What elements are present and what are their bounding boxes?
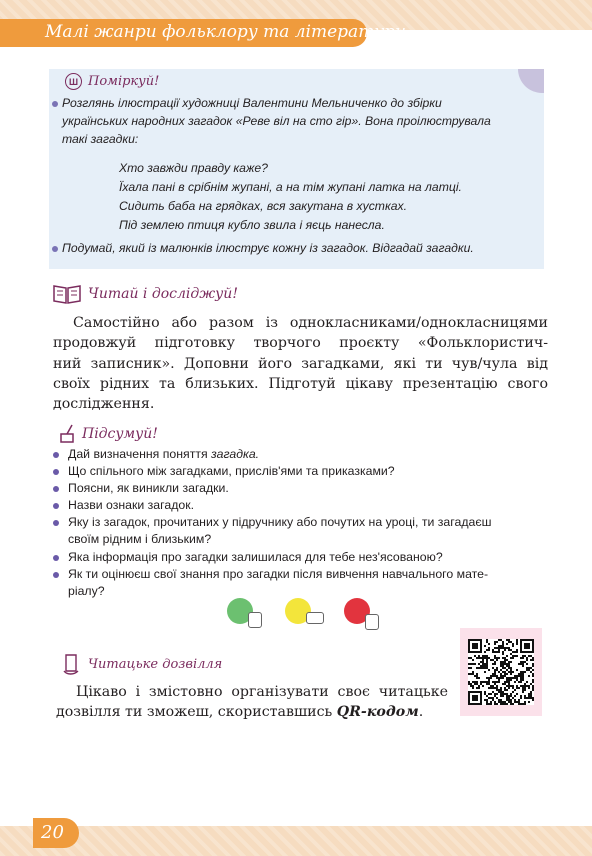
leisure-paragraph [56,682,448,723]
riddle-line: Під землею птиця кубло звила і яєць нанесла. [119,218,385,232]
qr-code-term: QR-кодом [336,704,419,721]
item-term: загадка. [211,447,260,461]
open-book-icon [52,283,82,305]
think-intro-line: українських народних загадок «Реве віл на сто гір». Вона проілюструвала [62,114,491,128]
list-item [52,463,542,480]
pointing-hand-icon [306,612,324,624]
item-text: Яка інформація про загадки залишилася для тебе нез'ясованою? [68,549,443,564]
riddle-line: Їхала пані в срібнім жупані, а на тім жупані латка на латці. [119,180,462,194]
item-text: Як ти оцінюєш свої знання про загадки після вивчення навчального мате- [68,566,489,581]
paragraph-line: Самостійно або разом із однокласниками/однокласницями [73,315,548,331]
item-text: своїм рідним і близьким? [68,532,212,547]
list-item [52,497,542,514]
item-text: Поясни, як виникли загадки. [68,481,229,496]
think-heading [65,73,159,90]
thumb-up-icon [248,612,262,628]
inkwell-icon [58,424,76,444]
paragraph-text: дозвілля ти зможеш, скориставшись [56,704,337,721]
leisure-heading [62,653,222,675]
leisure-heading-text: Читацьке дозвілля [88,656,223,672]
item-text: ріалу? [68,583,105,598]
paragraph-line [56,702,448,722]
think-task: Подумай, який із малюнків ілюструє кожну із загадок. Відгадай загадки. [62,241,474,255]
summary-heading-text: Підсумуй! [82,426,158,442]
bottom-ornament [0,826,592,856]
list-item [52,566,542,600]
qr-code-panel [460,628,542,716]
read-heading-text: Читай і досліджуй! [88,286,238,302]
list-item [52,514,542,548]
read-heading [52,283,238,305]
chapter-header [31,19,407,47]
summary-heading [58,424,158,444]
item-text: Назви ознаки загадок. [68,498,195,513]
chapter-title: Малі жанри фольклору та літератури [45,22,407,42]
list-item [52,480,542,497]
read-paragraph [53,313,548,414]
item-text: Яку із загадок, прочитаних у підручнику або почутих на уроці, ти загадаєш [68,515,492,530]
riddle-line: Хто завжди правду каже? [119,161,268,175]
paragraph-line: дослідження. [53,396,155,413]
qr-code[interactable] [468,639,534,705]
bullet-dot [52,101,58,107]
list-item [52,549,542,566]
bullet-dot [52,246,58,252]
page-number-badge [33,818,79,848]
corner-decoration [518,69,544,93]
item-text: Дай визначення поняття [68,447,212,461]
paragraph-line: своїх рідних та близьких. Підготуй цікаву презентацію свого [53,375,548,392]
riddle-line: Сидить баба на грядках, вся закутана в хустках. [119,199,407,213]
paragraph-line: продовжуй підготовку творчого проєкту «Фольклористич- [53,335,548,352]
page-number: 20 [41,822,64,843]
think-intro-line: такі загадки: [62,132,139,146]
paragraph-text: . [418,704,424,721]
paragraph-line: Цікаво і змістовно організувати своє читацьке [76,684,448,700]
list-item [52,446,542,463]
self-assessment-smileys [221,598,396,642]
summary-list [52,446,542,600]
scroll-icon [62,653,82,675]
paragraph-line: ний записник». Доповни його загадками, які ти чув/чула від [53,355,548,372]
brain-icon: Ш [65,73,82,90]
item-text: Що спільного між загадками, прислів'ями та приказками? [68,464,395,479]
think-intro-line: Розглянь ілюстрації художниці Валентини Мельниченко до збірки [62,96,442,110]
thumb-down-icon [365,614,379,630]
think-heading-text: Поміркуй! [88,74,160,89]
